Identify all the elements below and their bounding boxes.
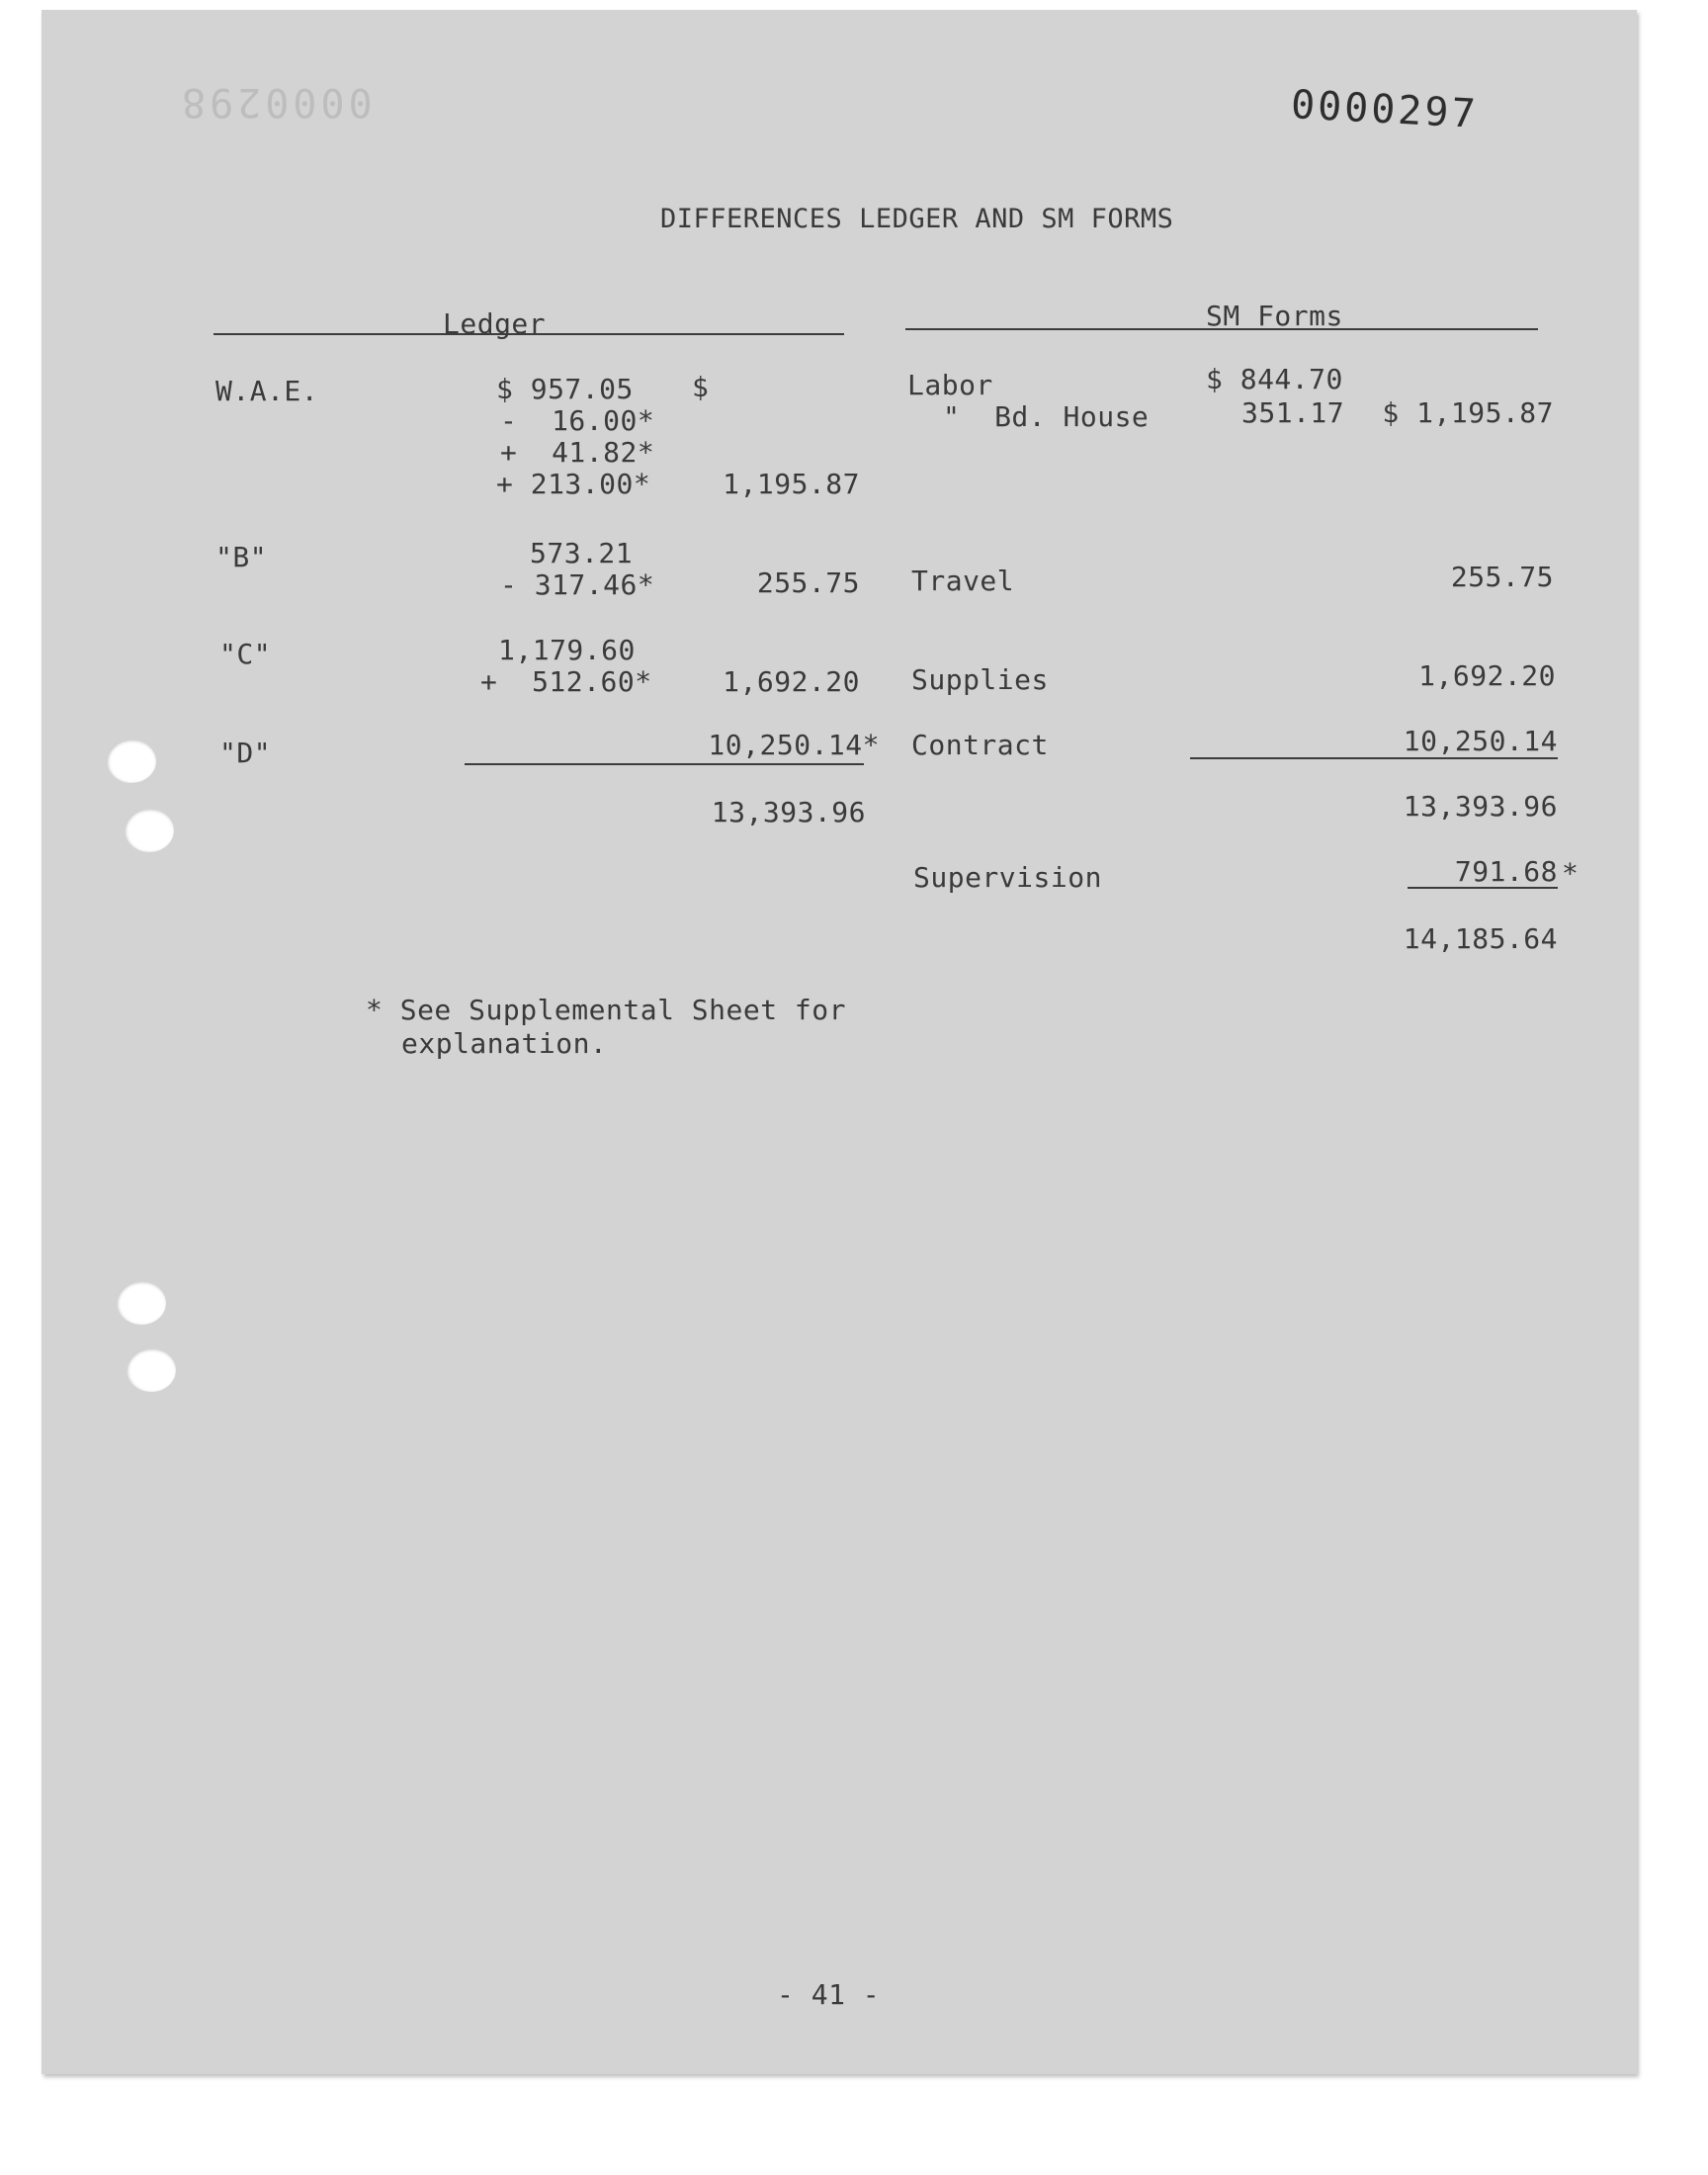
page-title: DIFFERENCES LEDGER AND SM FORMS bbox=[660, 204, 1174, 234]
sm-supervision-mark: * bbox=[1562, 857, 1580, 890]
ledger-d-total: 10,250.14* bbox=[708, 729, 880, 761]
ledger-c-line1: 1,179.60 bbox=[498, 634, 636, 666]
sm-travel-total: 255.75 bbox=[1450, 561, 1554, 593]
footnote-line-2: explanation. bbox=[401, 1027, 608, 1060]
sm-subtotal: 13,393.96 bbox=[1403, 790, 1558, 823]
ledger-wae-total: 1,195.87 bbox=[723, 468, 860, 500]
ledger-b-line2: - 317.46* bbox=[500, 568, 655, 601]
ledger-c-total: 1,692.20 bbox=[723, 665, 860, 698]
sm-forms-header-rule bbox=[905, 328, 1538, 330]
ledger-b-total: 255.75 bbox=[756, 566, 860, 599]
punch-hole-1 bbox=[107, 740, 156, 783]
ledger-total-rule bbox=[465, 763, 864, 765]
ledger-b-line1: 573.21 bbox=[530, 537, 634, 569]
sm-grand-total: 14,185.64 bbox=[1403, 922, 1558, 955]
ledger-c-line2: + 512.60* bbox=[480, 665, 652, 698]
sm-contract-label: Contract bbox=[911, 729, 1049, 761]
ledger-wae-line3: + 41.82* bbox=[500, 436, 655, 469]
sm-bd-house-amount: 351.17 bbox=[1241, 396, 1345, 429]
ledger-grand-total: 13,393.96 bbox=[711, 796, 866, 828]
sm-bd-house-total: $ 1,195.87 bbox=[1382, 396, 1554, 429]
sm-supplies-label: Supplies bbox=[911, 663, 1049, 696]
ledger-header-rule bbox=[214, 333, 844, 335]
punch-hole-4 bbox=[127, 1348, 176, 1392]
sm-labor-amount: $ 844.70 bbox=[1206, 363, 1343, 395]
ledger-header: Ledger bbox=[443, 307, 547, 340]
ghost-document-number: 0000298 bbox=[178, 79, 373, 125]
footnote-line-1: * See Supplemental Sheet for bbox=[366, 994, 847, 1026]
ledger-b-label: "B" bbox=[215, 541, 268, 573]
ledger-wae-label: W.A.E. bbox=[215, 375, 319, 407]
document-number-stamp: 0000297 bbox=[1289, 82, 1480, 137]
ledger-wae-dollar: $ bbox=[692, 371, 710, 403]
sm-forms-header: SM Forms bbox=[1206, 300, 1343, 332]
ledger-wae-line4: + 213.00* bbox=[496, 468, 651, 500]
document-page bbox=[42, 10, 1637, 2074]
ledger-d-label: "D" bbox=[219, 737, 272, 769]
sm-contract-rule bbox=[1190, 757, 1558, 759]
sm-supervision-rule bbox=[1408, 887, 1558, 889]
sm-contract-total: 10,250.14 bbox=[1403, 725, 1558, 757]
sm-labor-label: Labor bbox=[907, 369, 993, 401]
punch-hole-2 bbox=[125, 809, 174, 852]
ledger-c-label: "C" bbox=[219, 638, 272, 670]
sm-travel-label: Travel bbox=[911, 565, 1015, 597]
ledger-wae-line2: - 16.00* bbox=[500, 404, 655, 437]
sm-supervision-label: Supervision bbox=[913, 861, 1102, 894]
ledger-wae-line1: $ 957.05 bbox=[496, 373, 634, 405]
sm-supplies-total: 1,692.20 bbox=[1418, 659, 1556, 692]
page-number: - 41 - bbox=[777, 1978, 881, 2011]
punch-hole-3 bbox=[117, 1281, 166, 1325]
sm-bd-house-label: " Bd. House bbox=[943, 400, 1150, 433]
sm-supervision-total: 791.68 bbox=[1454, 855, 1558, 888]
